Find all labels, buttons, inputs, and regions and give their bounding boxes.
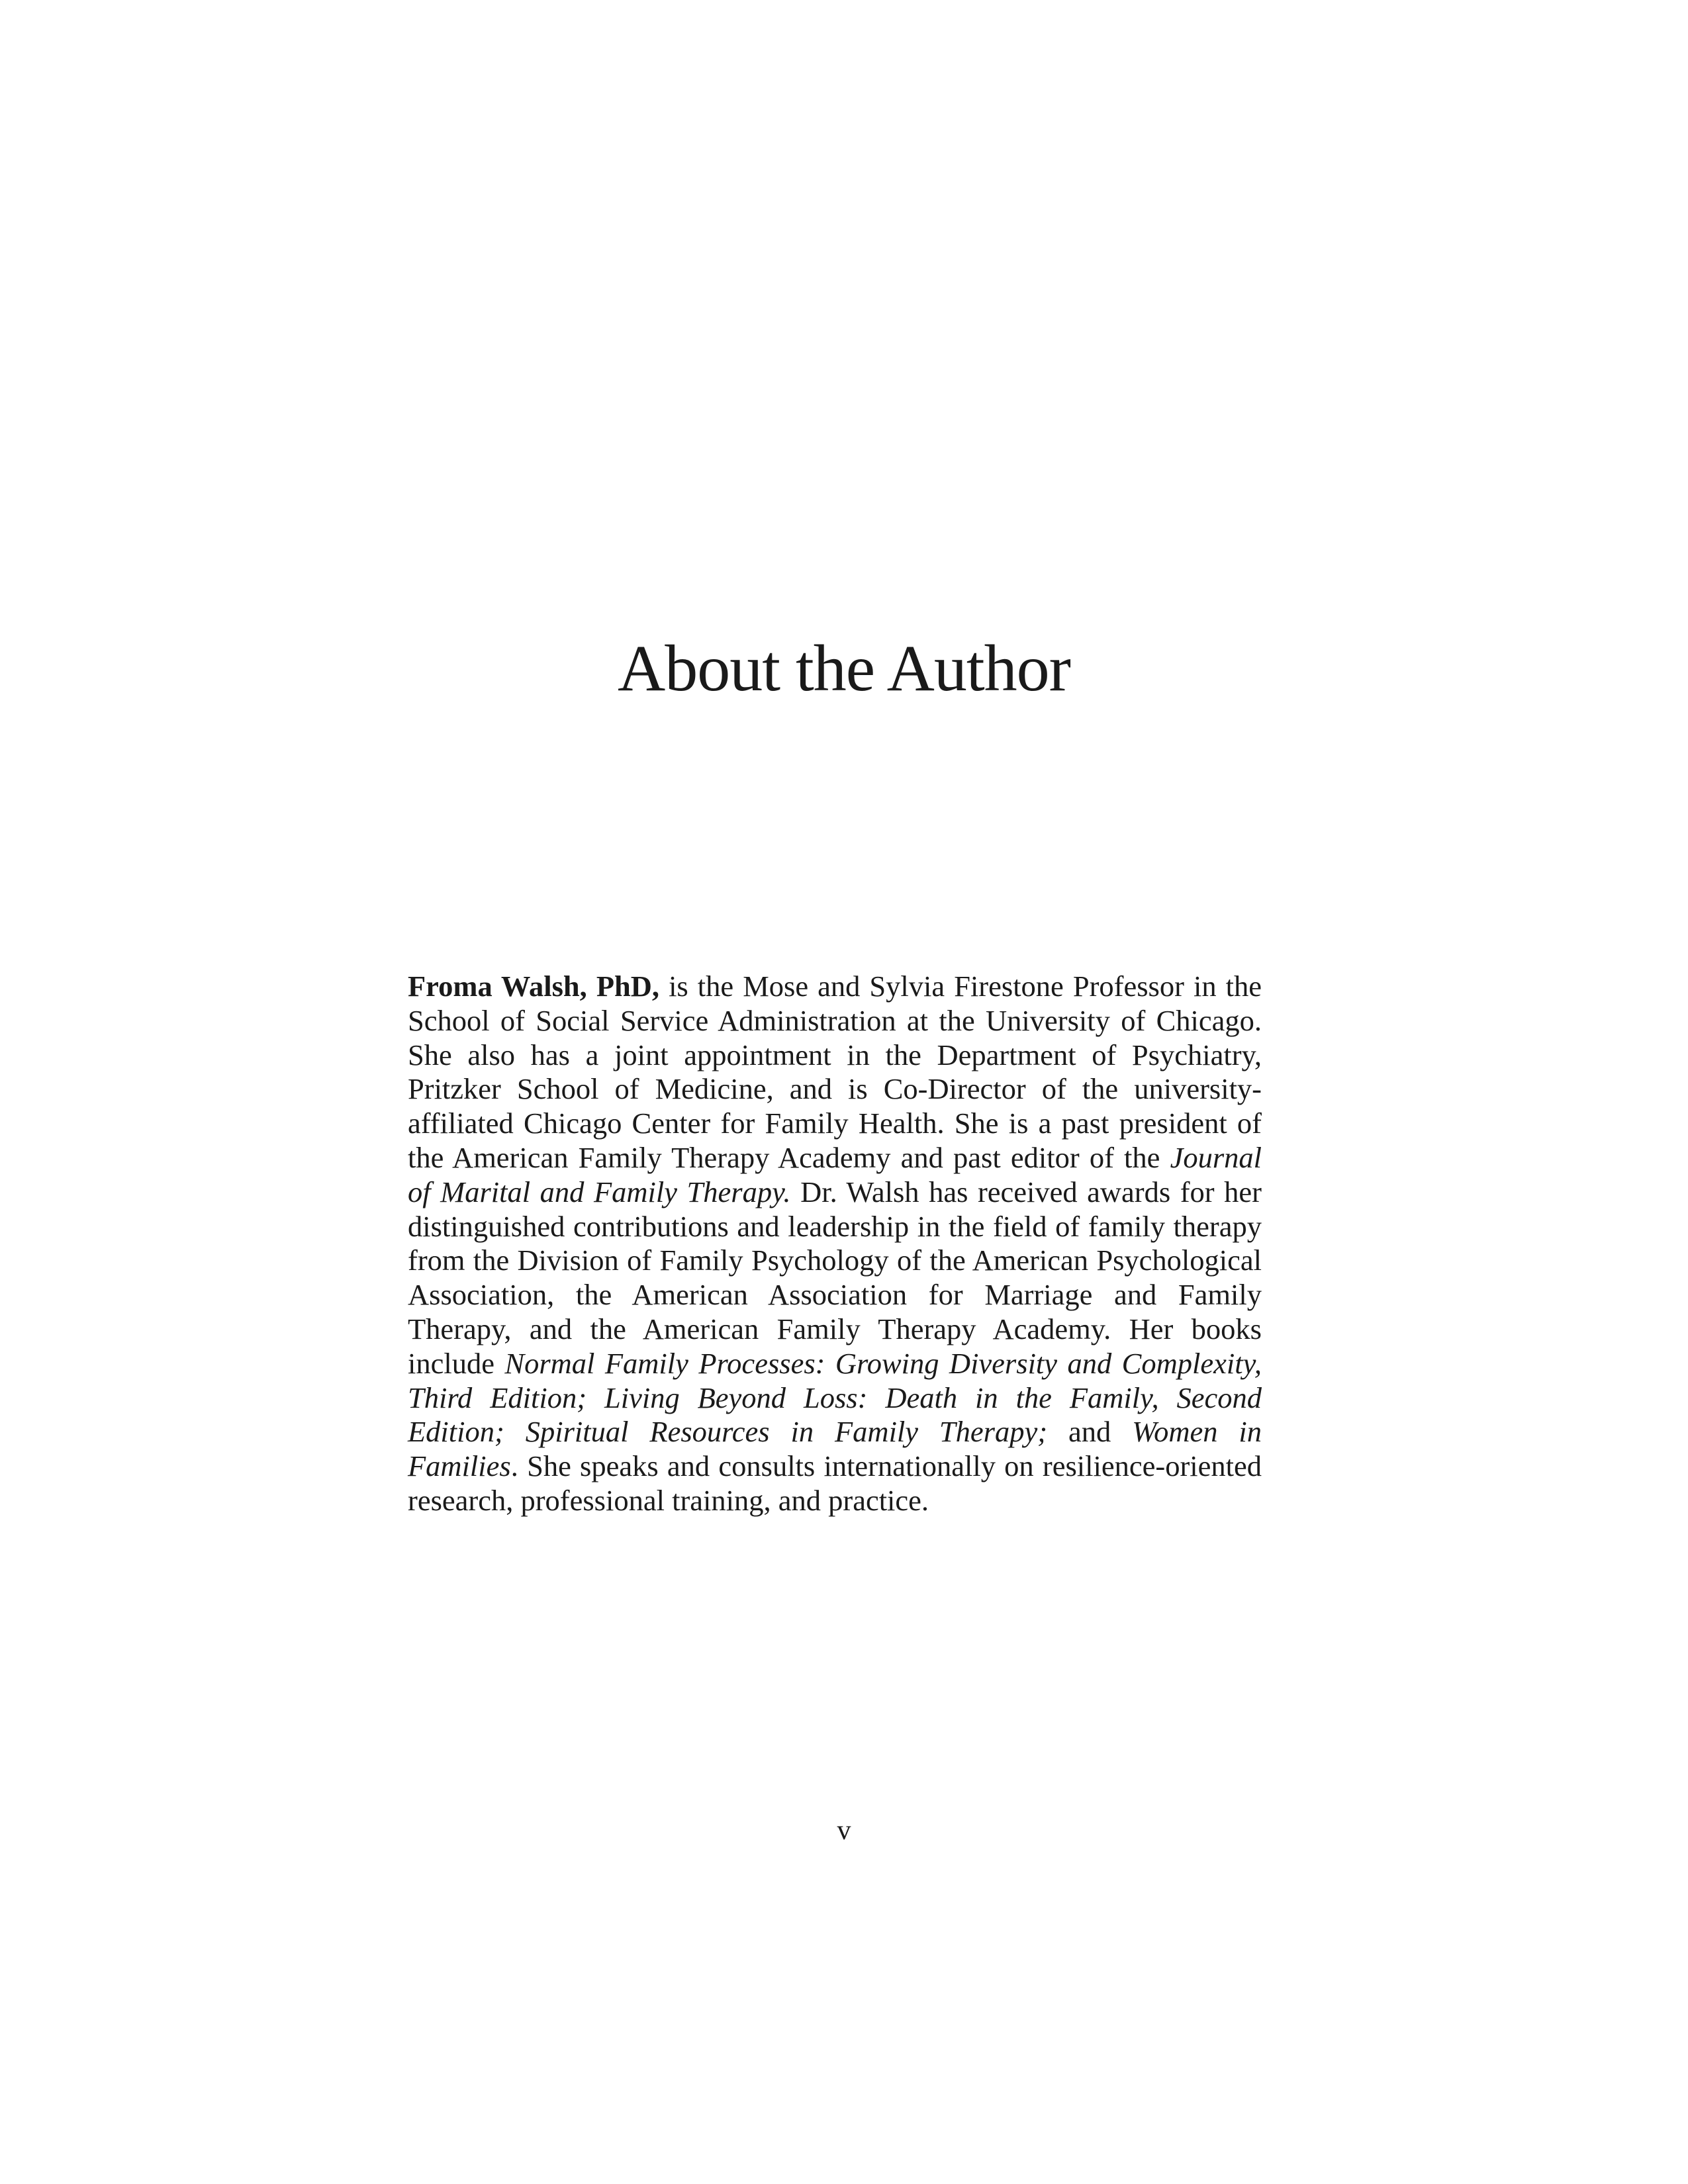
bio-text-affiliation: is the Mose and Sylvia Firestone Professor in the School of Social Service Administration at the University of Chicago. She also has a joint appointment in the Department of Psychiatry, Pritzker School of Medicine, and is Co-Director of the university-affiliated Chicago Center for Family Health. She is a past president of the American Family Therapy Academy and past editor of the [408, 970, 1262, 1174]
bio-text-closing: . She speaks and consults internationally on resilience-oriented research, professional training, and practice. [408, 1449, 1262, 1517]
page-title: About the Author [618, 631, 1070, 705]
author-bio-paragraph [408, 970, 1262, 1518]
journal-title: Journal of Marital and Family Therapy. [408, 1140, 1262, 1208]
book-titles: Normal Family Processes: Growing Diversity and Complexity, Third Edition; Living Beyond Loss: Death in the Family, Second Edition; Spiritual Resources in Family Therapy; [408, 1346, 1262, 1449]
author-name: Froma Walsh, PhD, [408, 970, 660, 1003]
book-title-last: Women in Families [408, 1415, 1262, 1483]
page-number: v [837, 1815, 851, 1846]
bio-text-conjunction: and [1047, 1415, 1133, 1449]
bio-text-awards: Dr. Walsh has received awards for her distinguished contributions and leadership in the field of family therapy from the Division of Family Psychology of the American Psychological Association, the American Association for Marriage and Family Therapy, and the American Family Therapy Academy. Her books include [408, 1175, 1262, 1380]
